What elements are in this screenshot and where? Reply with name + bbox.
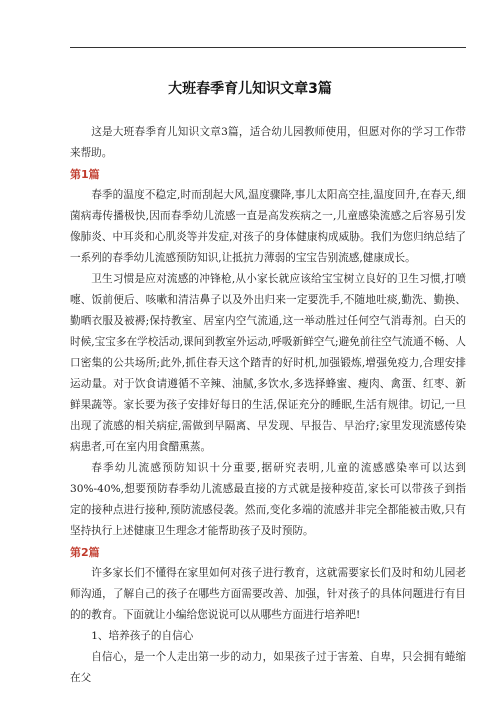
section-1-paragraph: 春季的温度不稳定,时而刮起大风,温度骤降,事儿太阳高空挂,温度回升,在春天,细菌病毒传播极快,因而春季幼儿流感一直是高发疾病之一,儿童感染流感之后容易引发像肺炎、中耳炎和心肌炎等并发症,对孩子的身体健康构成威胁。我们为您归纳总结了一系列的春季幼儿流感预防知识,让抵抗力薄弱的宝宝告别流感,健康成长。 <box>70 189 466 264</box>
section-1-heading: 第1篇 <box>70 168 100 181</box>
document-body <box>70 122 466 689</box>
section-2-paragraph: 许多家长们不懂得在家里如何对孩子进行教育，这就需要家长们及时和幼儿园老师沟通，了解自己的孩子在哪些方面需要改善、加强，针对孩子的具体问题进行有目的的教育。下面就让小编给您说说可以从哪些方面进行培养吧! <box>70 567 466 621</box>
section-1-paragraph: 春季幼儿流感预防知识十分重要,据研究表明,儿童的流感感染率可以达到30%-40%,想要预防春季幼儿流感最直接的方式就是接种疫苗,家长可以带孩子到指定的接种点进行接种,预防流感侵袭。然而,变化多端的流感并非完全都能被击败,只有坚持执行上述健康卫生理念才能帮助孩子及时预防。 <box>70 462 466 537</box>
section-2-paragraph: 自信心，是一个人走出第一步的动力，如果孩子过于害羞、自卑，只会拥有蜷缩在父 <box>70 651 466 684</box>
section-2-heading: 第2篇 <box>70 546 100 559</box>
document-title: 大班春季育儿知识文章3篇 <box>168 81 332 97</box>
section-1-paragraph: 卫生习惯是应对流感的冲锋枪,从小家长就应该给宝宝树立良好的卫生习惯,打喷嚏、饭前便后、咳嗽和清洁鼻子以及外出归来一定要洗手,不随地吐痰,勤洗、勤换、勤晒衣服及被褥;保持教室、居室内空气流通,这一举动胜过任何空气消毒剂。白天的时候,宝宝多在学校活动,课间到教室外运动,呼吸新鲜空气;避免前往空气流通不畅、人口密集的公共场所;此外,抓住春天这个踏青的好时机,加强锻炼,增强免疫力,合理安排运动量。对于饮食请遵循不辛辣、油腻,多饮水,多选择蜂蜜、瘦肉、禽蛋、红枣、新鲜果蔬等。家长要为孩子安排好每日的生活,保证充分的睡眠,生活有规律。切记,一旦出现了流感的相关病症,需做到早隔离、早发现、早报告、早治疗;家里发现流感传染病患者,可在室内用食醋熏蒸。 <box>70 273 466 453</box>
section-2-subheading: 1、培养孩子的自信心 <box>91 630 194 642</box>
header-rule <box>70 47 466 48</box>
intro-paragraph: 这是大班春季育儿知识文章3篇，适合幼儿园教师使用，但愿对你的学习工作带来帮助。 <box>70 126 466 159</box>
